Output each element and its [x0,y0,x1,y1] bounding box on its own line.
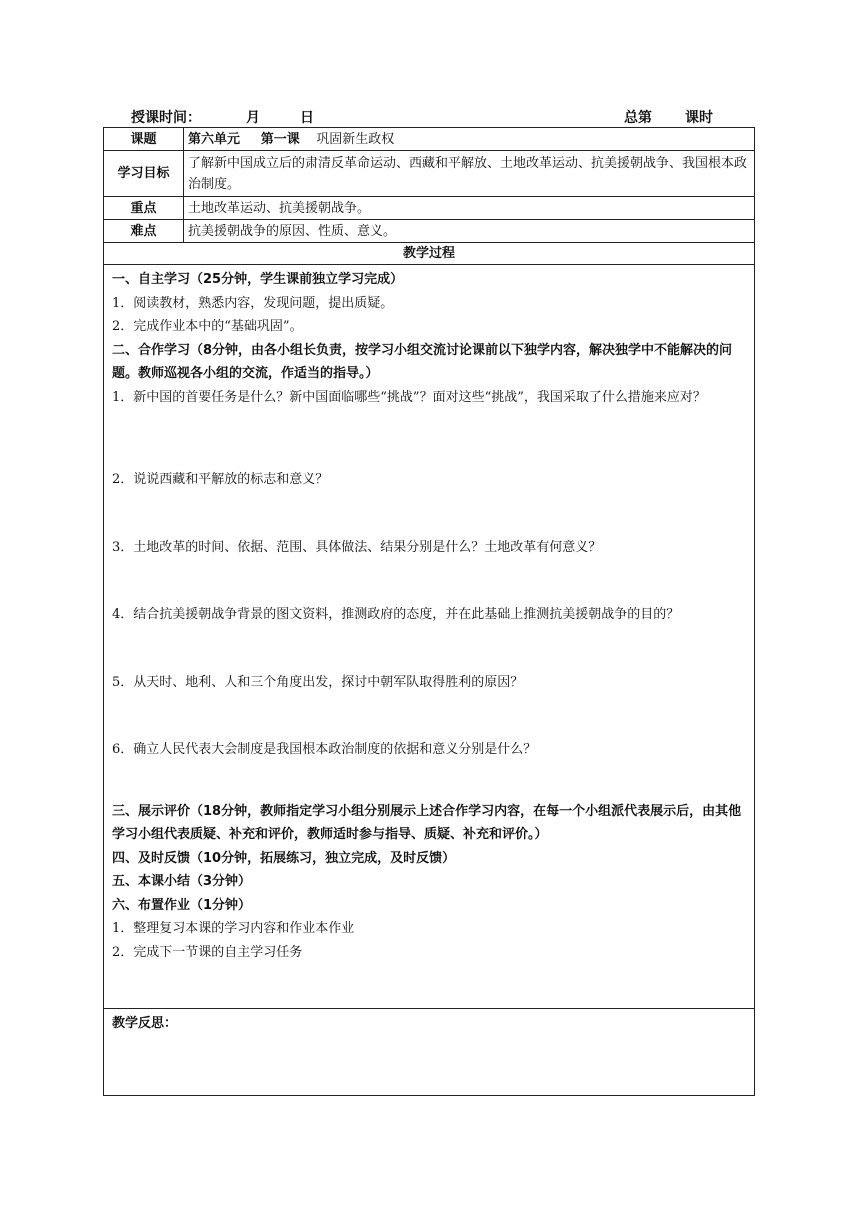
self-study-item-1: 1．阅读教材，熟悉内容，发现问题，提出质疑。 [112,295,394,311]
reflection-row [104,1009,755,1096]
process-header-row [104,243,755,265]
reflection-cell [104,1009,755,1096]
section-homework: 六、布置作业（1分钟） [112,897,252,913]
goal-label: 学习目标 [104,151,184,197]
topic-row [104,128,755,151]
topic-unit: 第六单元 [188,131,241,147]
question-4: 4．结合抗美援朝战争背景的图文资料，推测政府的态度，并在此基础上推测抗美援朝战争的目的？ [112,607,680,622]
section-cooperative-study: 二、合作学习（8分钟，由各小组长负责，按学习小组交流讨论课前以下独学内容，解决独学中不能解决的问题。教师巡视各小组的交流，作适当的指导。） [112,342,733,381]
reflection-label: 教学反思： [112,1016,178,1031]
goal-text: 了解新中国成立后的肃清反革命运动、西藏和平解放、土地改革运动、抗美援朝战争、我国根本政治制度。 [184,151,755,197]
section-self-study: 一、自主学习（25分钟，学生课前独立学习完成） [112,272,404,287]
question-5: 5．从天时、地利、人和三个角度出发，探讨中朝军队取得胜利的原因？ [112,674,524,690]
header-period: 课时 [685,110,713,126]
difficulty-row [104,220,755,243]
header-month: 月 [246,110,260,126]
topic-title: 巩固新生政权 [316,131,395,147]
topic-label: 课题 [104,128,184,151]
homework-item-2: 2．完成下一节课的自主学习任务 [112,944,303,960]
process-body-row [104,265,755,1009]
header-day: 日 [300,110,314,126]
lesson-plan-table [103,127,755,1096]
key-row [104,197,755,220]
header-time-label: 授课时间： [131,110,201,126]
section-presentation: 三、展示评价（18分钟，教师指定学习小组分别展示上述合作学习内容，在每一个小组派代表展示后，由其他学习小组代表质疑、补充和评价，教师适时参与指导、质疑、补充和评价。） [112,803,742,842]
section-feedback: 四、及时反馈（10分钟，拓展练习，独立完成，及时反馈） [112,850,456,866]
process-body [104,265,755,1009]
homework-item-1: 1．整理复习本课的学习内容和作业本作业 [112,921,355,936]
topic-lesson: 第一课 [260,131,300,147]
difficulty-text: 抗美援朝战争的原因、性质、意义。 [184,220,755,243]
header-total-label: 总第 [624,110,652,126]
goal-row [104,151,755,197]
topic-cell [184,128,755,151]
question-6: 6．确立人民代表大会制度是我国根本政治制度的依据和意义分别是什么？ [112,742,537,757]
key-text: 土地改革运动、抗美援朝战争。 [184,197,755,220]
process-header: 教学过程 [104,243,755,265]
question-3: 3．土地改革的时间、依据、范围、具体做法、结果分别是什么？土地改革有何意义？ [112,539,602,555]
self-study-item-2: 2．完成作业本中的“基础巩固”。 [112,319,303,334]
key-label: 重点 [104,197,184,220]
difficulty-label: 难点 [104,220,184,243]
question-2: 2．说说西藏和平解放的标志和意义？ [112,472,329,487]
question-1: 1．新中国的首要任务是什么？新中国面临哪些“挑战”？面对这些“挑战”，我国采取了什么措施来应对？ [112,389,706,405]
section-summary: 五、本课小结（3分钟） [112,874,252,889]
